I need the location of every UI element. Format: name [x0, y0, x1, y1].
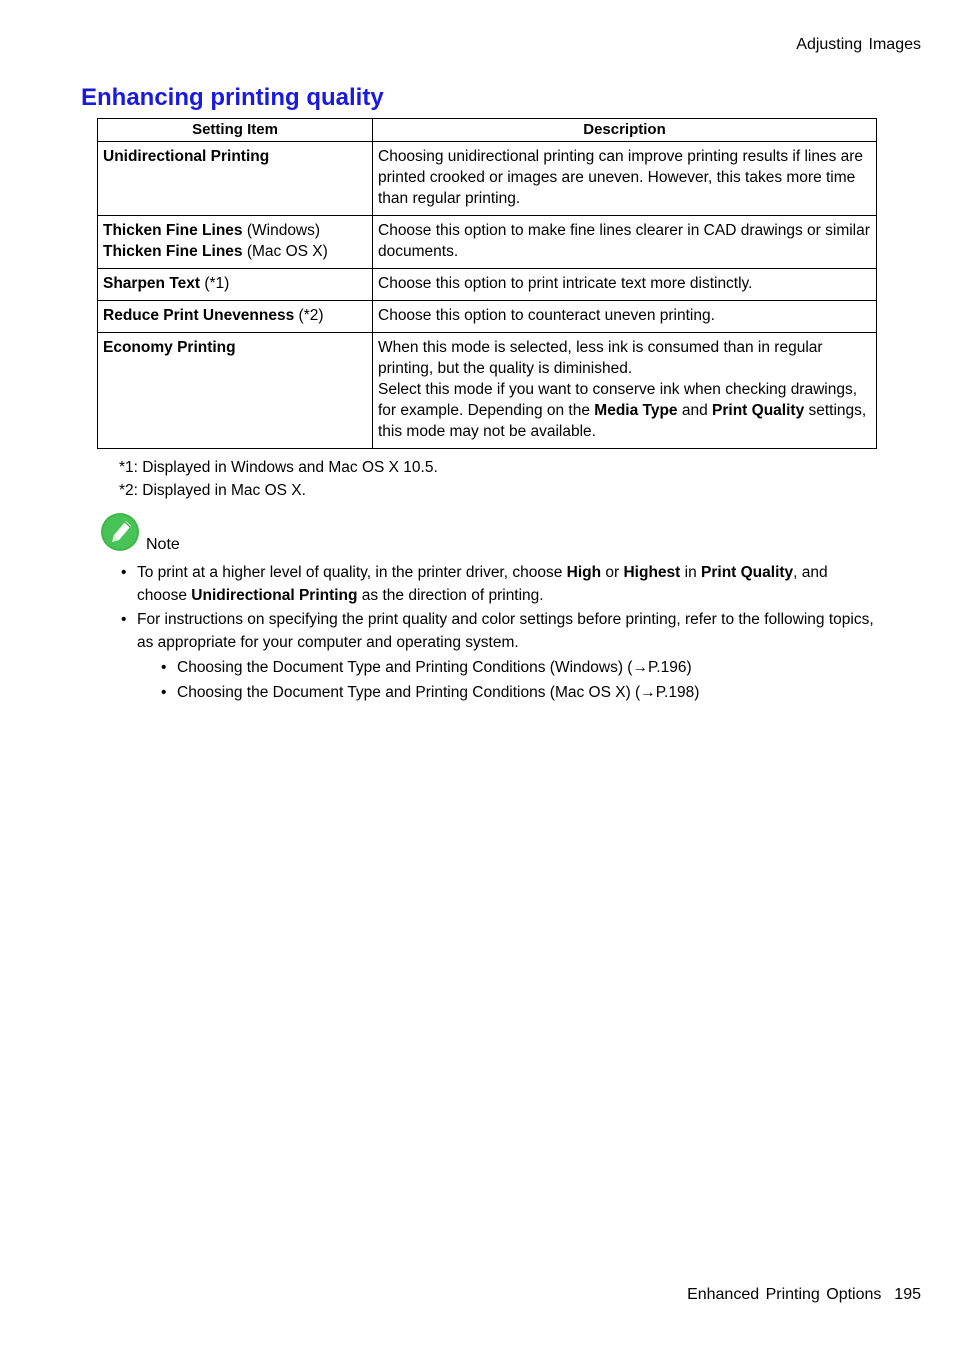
table-row: [98, 216, 877, 269]
unidirectional-printing-term: Unidirectional Printing: [191, 587, 358, 604]
table-row: [98, 269, 877, 301]
column-header-description: Description: [373, 119, 877, 142]
note-text: as the direction of printing.: [357, 587, 544, 604]
description-cell: Choose this option to print intricate text more distinctly.: [373, 269, 877, 301]
footnotes: [119, 456, 438, 502]
setting-name: Thicken Fine Lines: [103, 243, 243, 260]
note-text: in: [680, 564, 702, 581]
setting-cell: [98, 301, 373, 333]
setting-cell: [98, 269, 373, 301]
setting-cell: [98, 333, 373, 449]
setting-name: Reduce Print Unevenness: [103, 307, 295, 324]
pencil-note-icon: [100, 512, 140, 552]
link-windows[interactable]: • Choosing the Document Type and Printing Conditions (Windows) (→P.196): [120, 656, 880, 679]
note-list: [120, 561, 880, 704]
table-row: [98, 301, 877, 333]
setting-qualifier: (*2): [294, 307, 324, 324]
table-header-row: [98, 119, 877, 142]
setting-name: Unidirectional Printing: [103, 148, 270, 165]
setting-qualifier: (*1): [200, 275, 230, 292]
setting-name: Thicken Fine Lines: [103, 222, 243, 239]
print-quality-term: Print Quality: [712, 402, 805, 419]
description-cell: Choosing unidirectional printing can improve printing results if lines are printed crooked or images are uneven. However, this takes more time than regular printing.: [373, 142, 877, 216]
note-text: , and choose: [137, 564, 828, 604]
note-text: To print at a higher level of quality, in the printer driver, choose: [137, 564, 567, 581]
running-header: Adjusting Images: [796, 36, 921, 53]
footnote-2: *2: Displayed in Mac OS X.: [119, 482, 306, 499]
description-cell: Choose this option to counteract uneven printing.: [373, 301, 877, 333]
description-text: Select this mode if you want to conserve ink when checking drawings, for example. Depending on the: [378, 381, 858, 419]
description-text: and: [677, 402, 713, 419]
print-quality-term: Print Quality: [701, 564, 794, 581]
description-text: settings, this mode may not be available.: [378, 402, 867, 440]
setting-cell: [98, 216, 373, 269]
page-title: Enhancing printing quality: [81, 84, 384, 111]
description-text: When this mode is selected, less ink is consumed than in regular printing, but the quality is diminished.: [378, 339, 823, 377]
note-header: [100, 512, 180, 552]
setting-qualifier: (Mac OS X): [242, 243, 328, 260]
setting-cell: [98, 142, 373, 216]
footnote-1: *1: Displayed in Windows and Mac OS X 10.5.: [119, 459, 438, 476]
setting-name: Economy Printing: [103, 339, 236, 356]
column-header-setting: Setting Item: [98, 119, 373, 142]
setting-name: Sharpen Text: [103, 275, 201, 292]
note-label: Note: [146, 536, 180, 553]
link-mac-os-x[interactable]: • Choosing the Document Type and Printing Conditions (Mac OS X) (→P.198): [120, 681, 880, 704]
description-cell: Choose this option to make fine lines clearer in CAD drawings or similar documents.: [373, 216, 877, 269]
table-row: [98, 333, 877, 449]
page-footer: [687, 1286, 921, 1304]
high-term: High: [566, 564, 602, 581]
page-number: 195: [894, 1286, 921, 1303]
highest-term: Highest: [623, 564, 681, 581]
setting-qualifier: (Windows): [242, 222, 321, 239]
media-type-term: Media Type: [594, 402, 678, 419]
table-row: [98, 142, 877, 216]
settings-table: [97, 118, 877, 449]
note-bullet: • For instructions on specifying the print quality and color settings before printing, refer to the following topics, as appropriate for your computer and operating system.: [120, 608, 880, 654]
footer-section: Enhanced Printing Options: [687, 1286, 882, 1303]
note-bullet: [120, 561, 880, 607]
description-cell: [373, 333, 877, 449]
note-text: or: [601, 564, 624, 581]
